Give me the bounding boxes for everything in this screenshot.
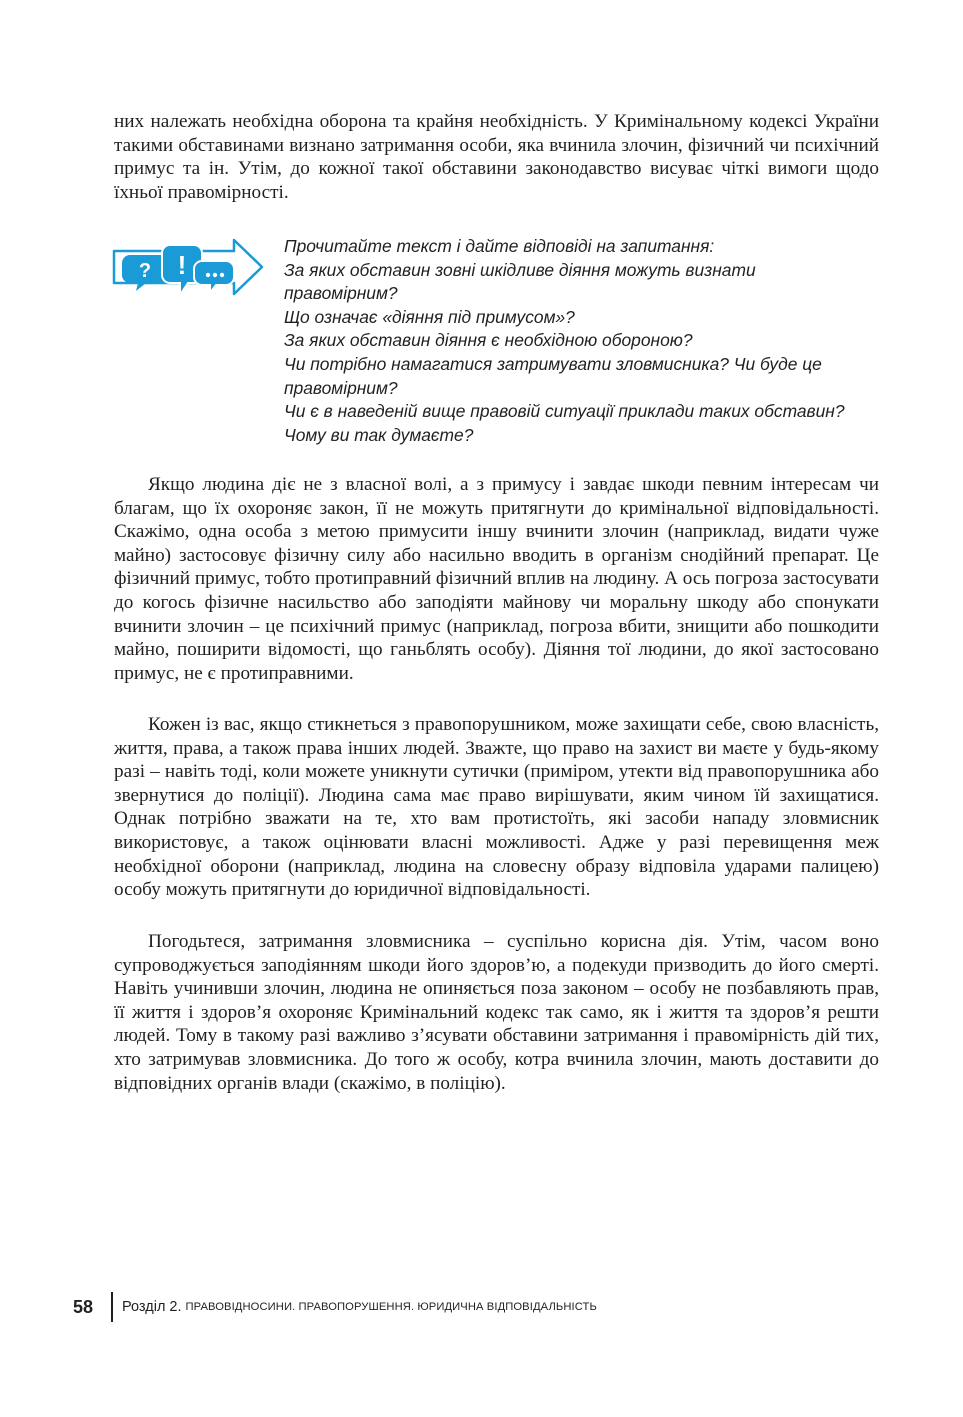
- page-number: 58: [73, 1296, 94, 1317]
- footer-divider: [111, 1292, 113, 1322]
- task-question-line: За яких обставин зовні шкідливе діяння можуть визнати: [284, 259, 756, 280]
- body-paragraph-detention: Погодьтеся, затримання зловмисника – суспільно корисна дія. Утім, часом воно супроводжується заподіянням шкоди його здоров’ю, а подекуди призводить до його смерті. Навіть учинивши злочин, людина не опиняється поза законом – особу не позбавляють прав, її життя і здоров’я охороняє Кримінальний кодекс так само, як і життя та здоров’я решти людей. Тому в такому разі важливо з’ясувати обставини затримання і правомірність дій тих, хто затримував зловмисника. До того ж особу, котра вчинила злочин, мають доставити до відповідних органів влади (скажімо, в поліцію).: [114, 931, 879, 1094]
- task-question-line: Чому ви так думаєте?: [284, 424, 474, 445]
- task-question-line: За яких обставин діяння є необхідною обороною?: [284, 330, 693, 351]
- intro-paragraph: них належать необхідна оборона та крайня необхідність. У Кримінальному кодексі України такими обставинами визнано затримання особи, яка вчинила злочин, фізичний чи психічний примус та ін. Утім, до кожної такої обставини законодавство висуває чіткі вимоги щодо їхньої правомірності.: [114, 111, 879, 203]
- task-question-line: Що означає «діяння під примусом»?: [284, 306, 575, 327]
- task-question-line: Чи є в наведеній вище правовій ситуації приклади таких обставин?: [284, 401, 845, 422]
- task-question-line: Чи потрібно намагатися затримувати зловмисника? Чи буде це: [284, 353, 822, 374]
- body-paragraph-coercion: Якщо людина діє не з власної волі, а з примусу і завдає шкоди певним інтересам чи благам, що їх охороняє закон, її не можуть притягнути до кримінальної відповідальності. Скажімо, одна особа з метою примусити іншу вчинити злочин (наприклад, видати чуже майно) застосовує фізичну силу або насильно вводить в організм снодійний препарат. Це фізичний примус, тобто протиправний фізичний вплив на людину. А ось погроза застосувати до когось фізичне насильство або заподіяти майнову чи моральну шкоду або спонукати вчинити злочин – це психічний примус (наприклад, погроза вбити, знищити або пошкодити майно, поширити відомості, що ганьблять особу). Діяння тої людини, до якої застосовано примус, не є протиправними.: [114, 474, 879, 684]
- svg-text:?: ?: [138, 260, 152, 282]
- page-footer: [73, 1293, 597, 1321]
- task-question-line: правомірним?: [284, 377, 398, 398]
- chapter-label: Розділ 2.: [122, 1299, 182, 1315]
- chapter-title: ПРАВОВІДНОСИНИ. ПРАВОПОРУШЕННЯ. ЮРИДИЧНА ВІДПОВІДАЛЬНІСТЬ: [185, 1301, 597, 1313]
- task-questions: [284, 235, 884, 447]
- body-paragraph-self-defense: Кожен із вас, якщо стикнеться з правопорушником, може захищати себе, свою власність, життя, права, а також права інших людей. Зважте, що право на захист ви маєте у будь-якому разі – навіть тоді, коли можете уникнути сутички (приміром, утекти від правопорушника або звернутися до поліції). Людина сама має право вирішувати, яким чином їй захищатися. Однак потрібно зважати на те, хто вам протистоїть, які засоби нападу зловмисник використовує, а також оцінювати власні можливості. Адже у разі перевищення меж необхідної оборони (наприклад, людина на словесну образу відповіла ударами палицею) особу можуть притягнути до юридичної відповідальності.: [114, 714, 879, 901]
- task-instruction: Прочитайте текст і дайте відповіді на запитання:: [284, 236, 715, 256]
- question-exclamation-speech-bubbles-icon: [112, 237, 264, 297]
- task-question-line: правомірним?: [284, 283, 398, 304]
- svg-text:!: !: [177, 250, 187, 280]
